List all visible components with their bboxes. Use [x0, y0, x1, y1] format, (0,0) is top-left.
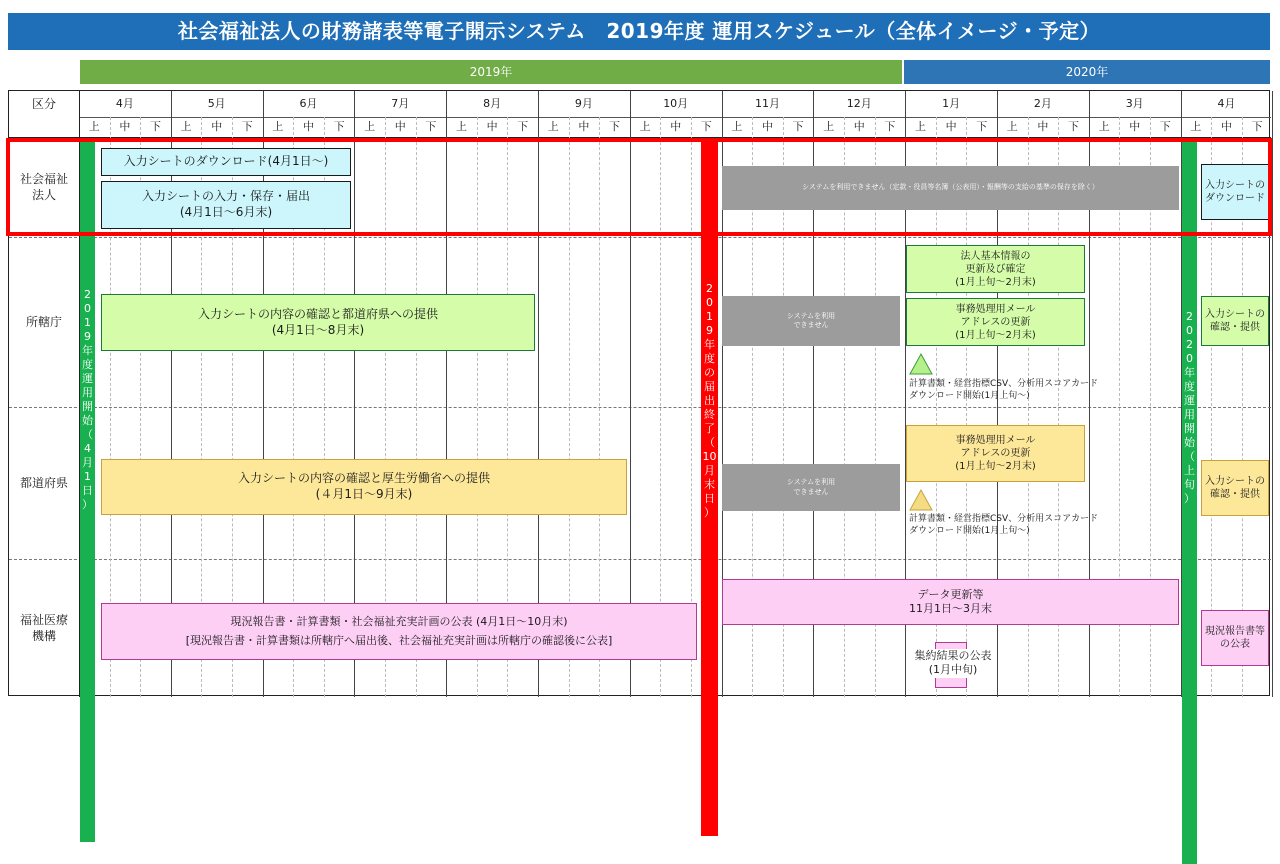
- period-header: 上: [455, 120, 467, 133]
- row-label-wam: 福祉医療 機構: [19, 612, 68, 643]
- vertical-bar-char: 度: [704, 352, 715, 365]
- pref-check-box: 入力シートの内容の確認と厚生労働省への提供 (４月1日～9月末): [101, 459, 627, 515]
- month-header: 9月: [574, 97, 593, 110]
- download-box: 入力シートのダウンロード(4月1日～): [101, 148, 351, 176]
- period-header: 下: [1067, 120, 1079, 133]
- aggregate-publish-label: 集約結果の公表 (1月中旬): [910, 649, 996, 678]
- pref-unavailable-box: システムを利用 できません: [722, 464, 900, 511]
- vertical-bar-char: 終: [704, 408, 715, 421]
- check-2020-box-shokatsu: 入力シートの 確認・提供: [1201, 296, 1269, 346]
- month-separator: [1272, 91, 1273, 697]
- period-header: 中: [1220, 120, 1232, 133]
- vertical-bar-char: 9: [84, 330, 91, 343]
- vertical-bar-char: 1: [706, 310, 713, 323]
- period-header: 中: [1129, 120, 1141, 133]
- month-header: 10月: [663, 97, 689, 110]
- period-header: 下: [1159, 120, 1171, 133]
- input-box: 入力シートの入力・保存・届出 (4月1日～6月末): [101, 181, 351, 229]
- month-header: 4月: [115, 97, 134, 110]
- start-2019-bar: [80, 142, 95, 842]
- period-header: 下: [241, 120, 253, 133]
- vertical-bar-char: 日: [704, 492, 715, 505]
- vertical-bar-char: 日: [82, 484, 93, 497]
- period-header: 上: [914, 120, 926, 133]
- row-divider: [9, 407, 1271, 408]
- vertical-bar-char: 末: [704, 478, 715, 491]
- vertical-bar-char: 9: [706, 324, 713, 337]
- vertical-bar-char: ）: [704, 506, 715, 519]
- month-header: 11月: [754, 97, 780, 110]
- year-bar-2019: 2019年: [80, 60, 902, 84]
- period-header: 上: [364, 120, 376, 133]
- period-header: 下: [700, 120, 712, 133]
- period-header: 下: [517, 120, 529, 133]
- month-header: 3月: [1125, 97, 1144, 110]
- period-header: 中: [486, 120, 498, 133]
- aggregate-publish-box: [914, 642, 992, 688]
- period-header: 中: [394, 120, 406, 133]
- month-header: 6月: [299, 97, 318, 110]
- vertical-bar-char: 用: [82, 386, 93, 399]
- period-header: 下: [976, 120, 988, 133]
- period-header: 下: [333, 120, 345, 133]
- vertical-bar-char: 4: [84, 442, 91, 455]
- vertical-bar-char: 2: [706, 282, 713, 295]
- vertical-bar-char: 開: [1184, 422, 1195, 435]
- vertical-bar-char: 0: [1186, 324, 1193, 337]
- vertical-bar-char: 用: [1184, 408, 1195, 421]
- vertical-bar-char: 出: [704, 394, 715, 407]
- period-header: 下: [425, 120, 437, 133]
- period-header: 中: [578, 120, 590, 133]
- period-header: 下: [608, 120, 620, 133]
- vertical-bar-char: 度: [1184, 380, 1195, 393]
- vertical-bar-char: 10: [702, 450, 717, 463]
- month-header: 8月: [483, 97, 502, 110]
- vertical-bar-char: 年: [82, 344, 93, 357]
- vertical-bar-char: （: [82, 428, 93, 441]
- start-2020-bar: [1182, 142, 1197, 864]
- csv-note-pref: 計算書類・経営指標CSV、分析用スコアカード ダウンロード開始(1月上旬～): [909, 514, 1099, 537]
- milestone-triangle-yellow: [908, 488, 934, 512]
- month-header: 7月: [391, 97, 410, 110]
- month-header: 12月: [846, 97, 872, 110]
- period-header: 下: [792, 120, 804, 133]
- period-header: 上: [1190, 120, 1202, 133]
- vertical-bar-char: 0: [84, 302, 91, 315]
- period-header: 下: [149, 120, 161, 133]
- vertical-bar-char: 始: [1184, 436, 1195, 449]
- row-label-hojin: 社会福祉 法人: [19, 171, 68, 202]
- vertical-bar-char: 上: [1184, 464, 1195, 477]
- period-header: 上: [88, 120, 100, 133]
- vertical-bar-char: 年: [1184, 366, 1195, 379]
- period-header: 下: [1251, 120, 1263, 133]
- period-header: 上: [639, 120, 651, 133]
- vertical-bar-char: （: [1184, 450, 1195, 463]
- period-header: 中: [945, 120, 957, 133]
- month-header: 1月: [942, 97, 961, 110]
- period-header: 中: [211, 120, 223, 133]
- highlight-frame: [6, 138, 1272, 236]
- basic-info-box: 法人基本情報の 更新及び確定 (1月上旬～2月末): [906, 245, 1085, 293]
- month-header: 2月: [1033, 97, 1052, 110]
- row-divider: [9, 237, 1271, 238]
- month-header: 5月: [207, 97, 226, 110]
- vertical-bar-char: 月: [704, 464, 715, 477]
- vertical-bar-char: 2: [84, 288, 91, 301]
- csv-note-shokatsu: 計算書類・経営指標CSV、分析用スコアカード ダウンロード開始(1月上旬～): [909, 379, 1099, 402]
- vertical-bar-char: 運: [82, 372, 93, 385]
- mail-update-box-shokatsu: 事務処理用メール アドレスの更新 (1月上旬～2月末): [906, 298, 1085, 346]
- mail-update-box-pref: 事務処理用メール アドレスの更新 (1月上旬～2月末): [906, 425, 1085, 482]
- period-header: 上: [272, 120, 284, 133]
- period-header: 中: [302, 120, 314, 133]
- vertical-bar-char: 月: [82, 456, 93, 469]
- vertical-bar-char: （: [704, 436, 715, 449]
- month-header: 4月: [1217, 97, 1236, 110]
- period-header: 中: [853, 120, 865, 133]
- vertical-bar-char: 了: [704, 422, 715, 435]
- year-bar-2020: 2020年: [904, 60, 1270, 84]
- period-header: 上: [1006, 120, 1018, 133]
- vertical-bar-char: 1: [84, 316, 91, 329]
- data-update-box: データ更新等 11月1日～3月末: [722, 579, 1179, 625]
- row-label-shokatsu: 所轄庁: [25, 314, 62, 329]
- vertical-bar-char: 2: [1186, 310, 1193, 323]
- row-label-todofuken: 都道府県: [19, 475, 68, 490]
- vertical-bar-char: 1: [84, 470, 91, 483]
- period-header: 上: [547, 120, 559, 133]
- vertical-bar-char: の: [704, 366, 715, 379]
- period-header: 上: [180, 120, 192, 133]
- period-header: 下: [884, 120, 896, 133]
- vertical-bar-char: 0: [1186, 352, 1193, 365]
- unavailable-long-box: システムを利用できません（定款・役員等名簿（公表用）・報酬等の支給の基準の保存を除く）: [722, 166, 1179, 210]
- vertical-bar-char: ）: [82, 498, 93, 511]
- milestone-triangle-green: [908, 352, 934, 376]
- end-2019-bar: [701, 142, 718, 836]
- vertical-bar-char: 届: [704, 380, 715, 393]
- vertical-bar-char: 開: [82, 400, 93, 413]
- vertical-bar-char: 0: [706, 296, 713, 309]
- period-header: 中: [1037, 120, 1049, 133]
- download-2020-box: 入力シートの ダウンロード: [1201, 164, 1269, 220]
- shokatsu-unavailable-box: システムを利用 できません: [722, 296, 900, 346]
- vertical-bar-char: 運: [1184, 394, 1195, 407]
- row-divider: [9, 559, 1271, 560]
- period-header: 上: [731, 120, 743, 133]
- vertical-bar-char: 2: [1186, 338, 1193, 351]
- header-kubun: 区分: [31, 97, 56, 111]
- publish-2020-box: 現況報告書等 の公表: [1201, 610, 1269, 666]
- period-header: 上: [1098, 120, 1110, 133]
- vertical-bar-char: ）: [1184, 492, 1195, 505]
- period-header: 中: [670, 120, 682, 133]
- vertical-bar-char: 始: [82, 414, 93, 427]
- vertical-bar-char: 度: [82, 358, 93, 371]
- shokatsu-check-box: 入力シートの内容の確認と都道府県への提供 (4月1日～8月末): [101, 294, 535, 351]
- period-header: 上: [823, 120, 835, 133]
- vertical-bar-char: 年: [704, 338, 715, 351]
- publish-box: 現況報告書・計算書類・社会福祉充実計画の公表 (4月1日～10月末) [現況報告書・計算書類は所轄庁へ届出後、社会福祉充実計画は所轄庁の確認後に公表]: [101, 603, 697, 660]
- period-header: 中: [119, 120, 131, 133]
- period-header: 中: [761, 120, 773, 133]
- vertical-bar-char: 旬: [1184, 478, 1195, 491]
- page-title: 社会福祉法人の財務諸表等電子開示システム 2019年度 運用スケジュール（全体イメージ・予定）: [8, 13, 1270, 50]
- check-2020-box-pref: 入力シートの 確認・提供: [1201, 460, 1269, 516]
